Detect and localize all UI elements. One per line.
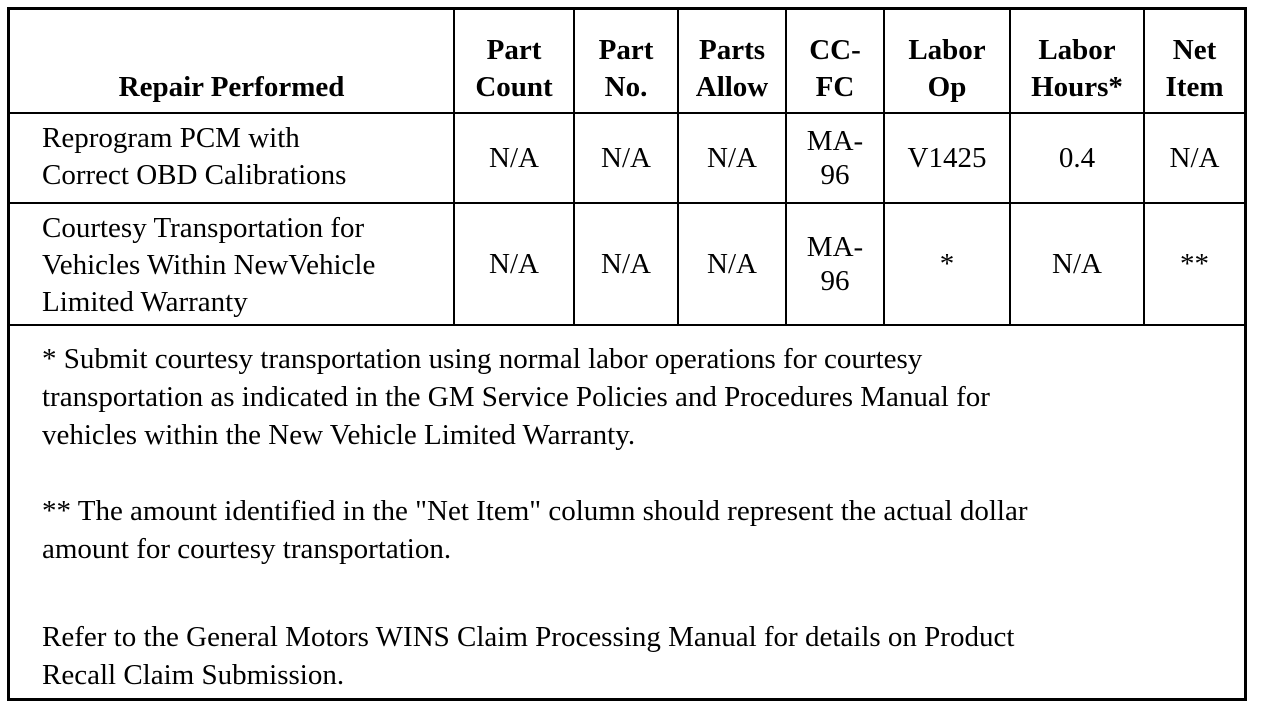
labor-op-cell: V1425	[884, 113, 1010, 203]
repair-table	[10, 10, 1244, 326]
header-row	[10, 10, 1244, 113]
part-no-cell: N/A	[574, 113, 678, 203]
header-labor-hours: Labor Hours*	[1010, 10, 1144, 113]
header-parts-allow: Parts Allow	[678, 10, 786, 113]
header-part-count: Part Count	[454, 10, 574, 113]
cc-fc-cell: MA- 96	[786, 203, 884, 325]
courtesy-transportation-note: * Submit courtesy transportation using normal labor operations for courtesy transportation as indicated in the GM Service Policies and Procedures Manual for vehicles within the New Vehicle Limited Warranty.	[42, 343, 990, 451]
repair-description: Reprogram PCM with Correct OBD Calibrations	[10, 113, 454, 203]
header-net-item: Net Item	[1144, 10, 1244, 113]
part-no-cell: N/A	[574, 203, 678, 325]
table-row	[10, 203, 1244, 325]
notes-section	[10, 330, 1244, 694]
table-row	[10, 113, 1244, 203]
labor-op-cell: *	[884, 203, 1010, 325]
labor-hours-cell: 0.4	[1010, 113, 1144, 203]
cc-fc-cell: MA- 96	[786, 113, 884, 203]
repair-table-frame	[7, 7, 1247, 701]
part-count-cell: N/A	[454, 113, 574, 203]
header-labor-op: Labor Op	[884, 10, 1010, 113]
parts-allow-cell: N/A	[678, 203, 786, 325]
part-count-cell: N/A	[454, 203, 574, 325]
net-item-cell: N/A	[1144, 113, 1244, 203]
header-cc-fc: CC- FC	[786, 10, 884, 113]
repair-description: Courtesy Transportation for Vehicles Within NewVehicle Limited Warranty	[10, 203, 454, 325]
net-item-note: ** The amount identified in the "Net Item" column should represent the actual dollar amount for courtesy transportation.	[42, 495, 1028, 565]
header-part-no: Part No.	[574, 10, 678, 113]
labor-hours-cell: N/A	[1010, 203, 1144, 325]
parts-allow-cell: N/A	[678, 113, 786, 203]
wins-manual-note: Refer to the General Motors WINS Claim Processing Manual for details on Product Recall Claim Submission.	[42, 621, 1015, 691]
header-repair-performed: Repair Performed	[10, 10, 454, 113]
net-item-cell: **	[1144, 203, 1244, 325]
